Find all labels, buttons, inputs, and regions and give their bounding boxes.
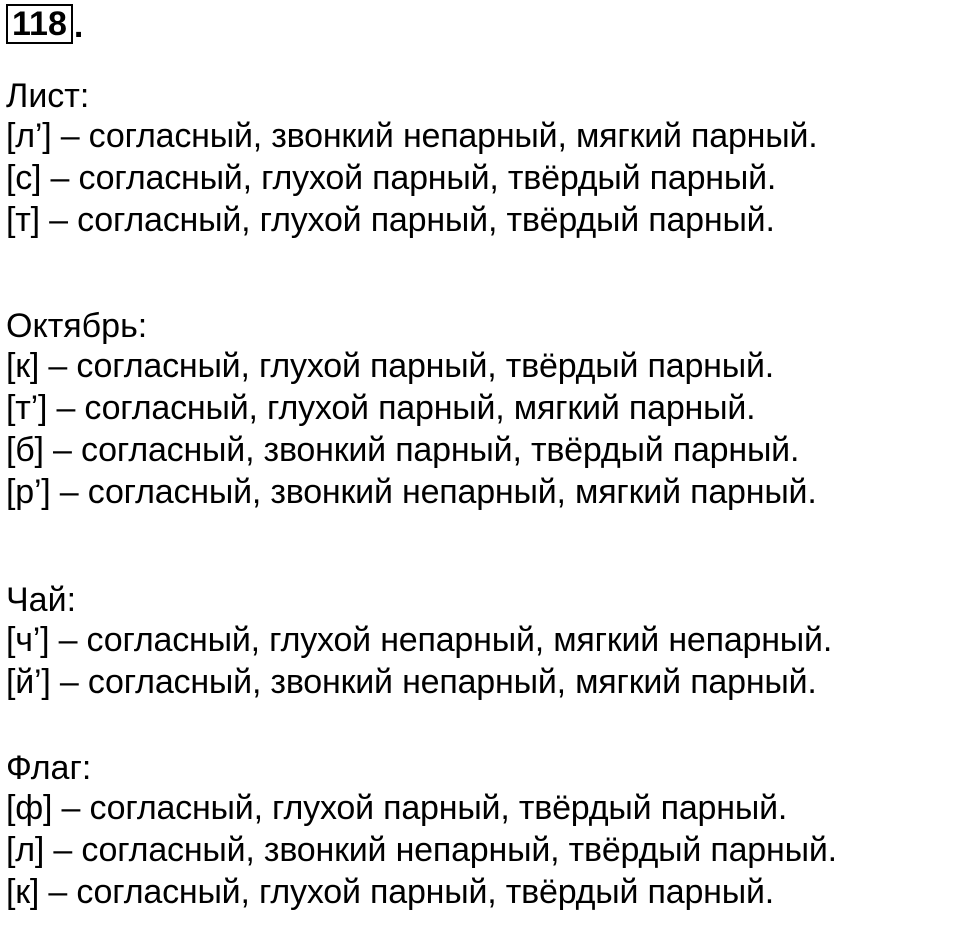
- sound-line: [л’] – согласный, звонкий непарный, мягкий парный.: [6, 117, 818, 155]
- sound-line: [ф] – согласный, глухой парный, твёрдый парный.: [6, 789, 788, 827]
- sound-line: [л] – согласный, звонкий непарный, твёрдый парный.: [6, 831, 837, 869]
- task-number-row: [6, 4, 83, 44]
- task-number-dot: .: [73, 7, 84, 45]
- sound-line: [ч’] – согласный, глухой непарный, мягкий непарный.: [6, 621, 833, 659]
- sound-line: [к] – согласный, глухой парный, твёрдый парный.: [6, 873, 775, 911]
- sound-line: [с] – согласный, глухой парный, твёрдый парный.: [6, 159, 777, 197]
- task-number-box: 118: [6, 4, 73, 44]
- sound-line: [й’] – согласный, звонкий непарный, мягкий парный.: [6, 663, 817, 701]
- sound-line: [т] – согласный, глухой парный, твёрдый парный.: [6, 201, 775, 239]
- sound-line: [б] – согласный, звонкий парный, твёрдый парный.: [6, 431, 800, 469]
- section-word: Чай:: [6, 581, 77, 619]
- sound-line: [к] – согласный, глухой парный, твёрдый парный.: [6, 347, 775, 385]
- sound-line: [р’] – согласный, звонкий непарный, мягкий парный.: [6, 473, 817, 511]
- section-chay: [6, 580, 832, 704]
- section-word: Октябрь:: [6, 307, 148, 345]
- sound-line: [т’] – согласный, глухой парный, мягкий парный.: [6, 389, 756, 427]
- section-word: Флаг:: [6, 749, 92, 787]
- section-list: [6, 76, 818, 242]
- section-word: Лист:: [6, 77, 90, 115]
- section-oktyabr: [6, 306, 817, 514]
- section-flag: [6, 748, 837, 914]
